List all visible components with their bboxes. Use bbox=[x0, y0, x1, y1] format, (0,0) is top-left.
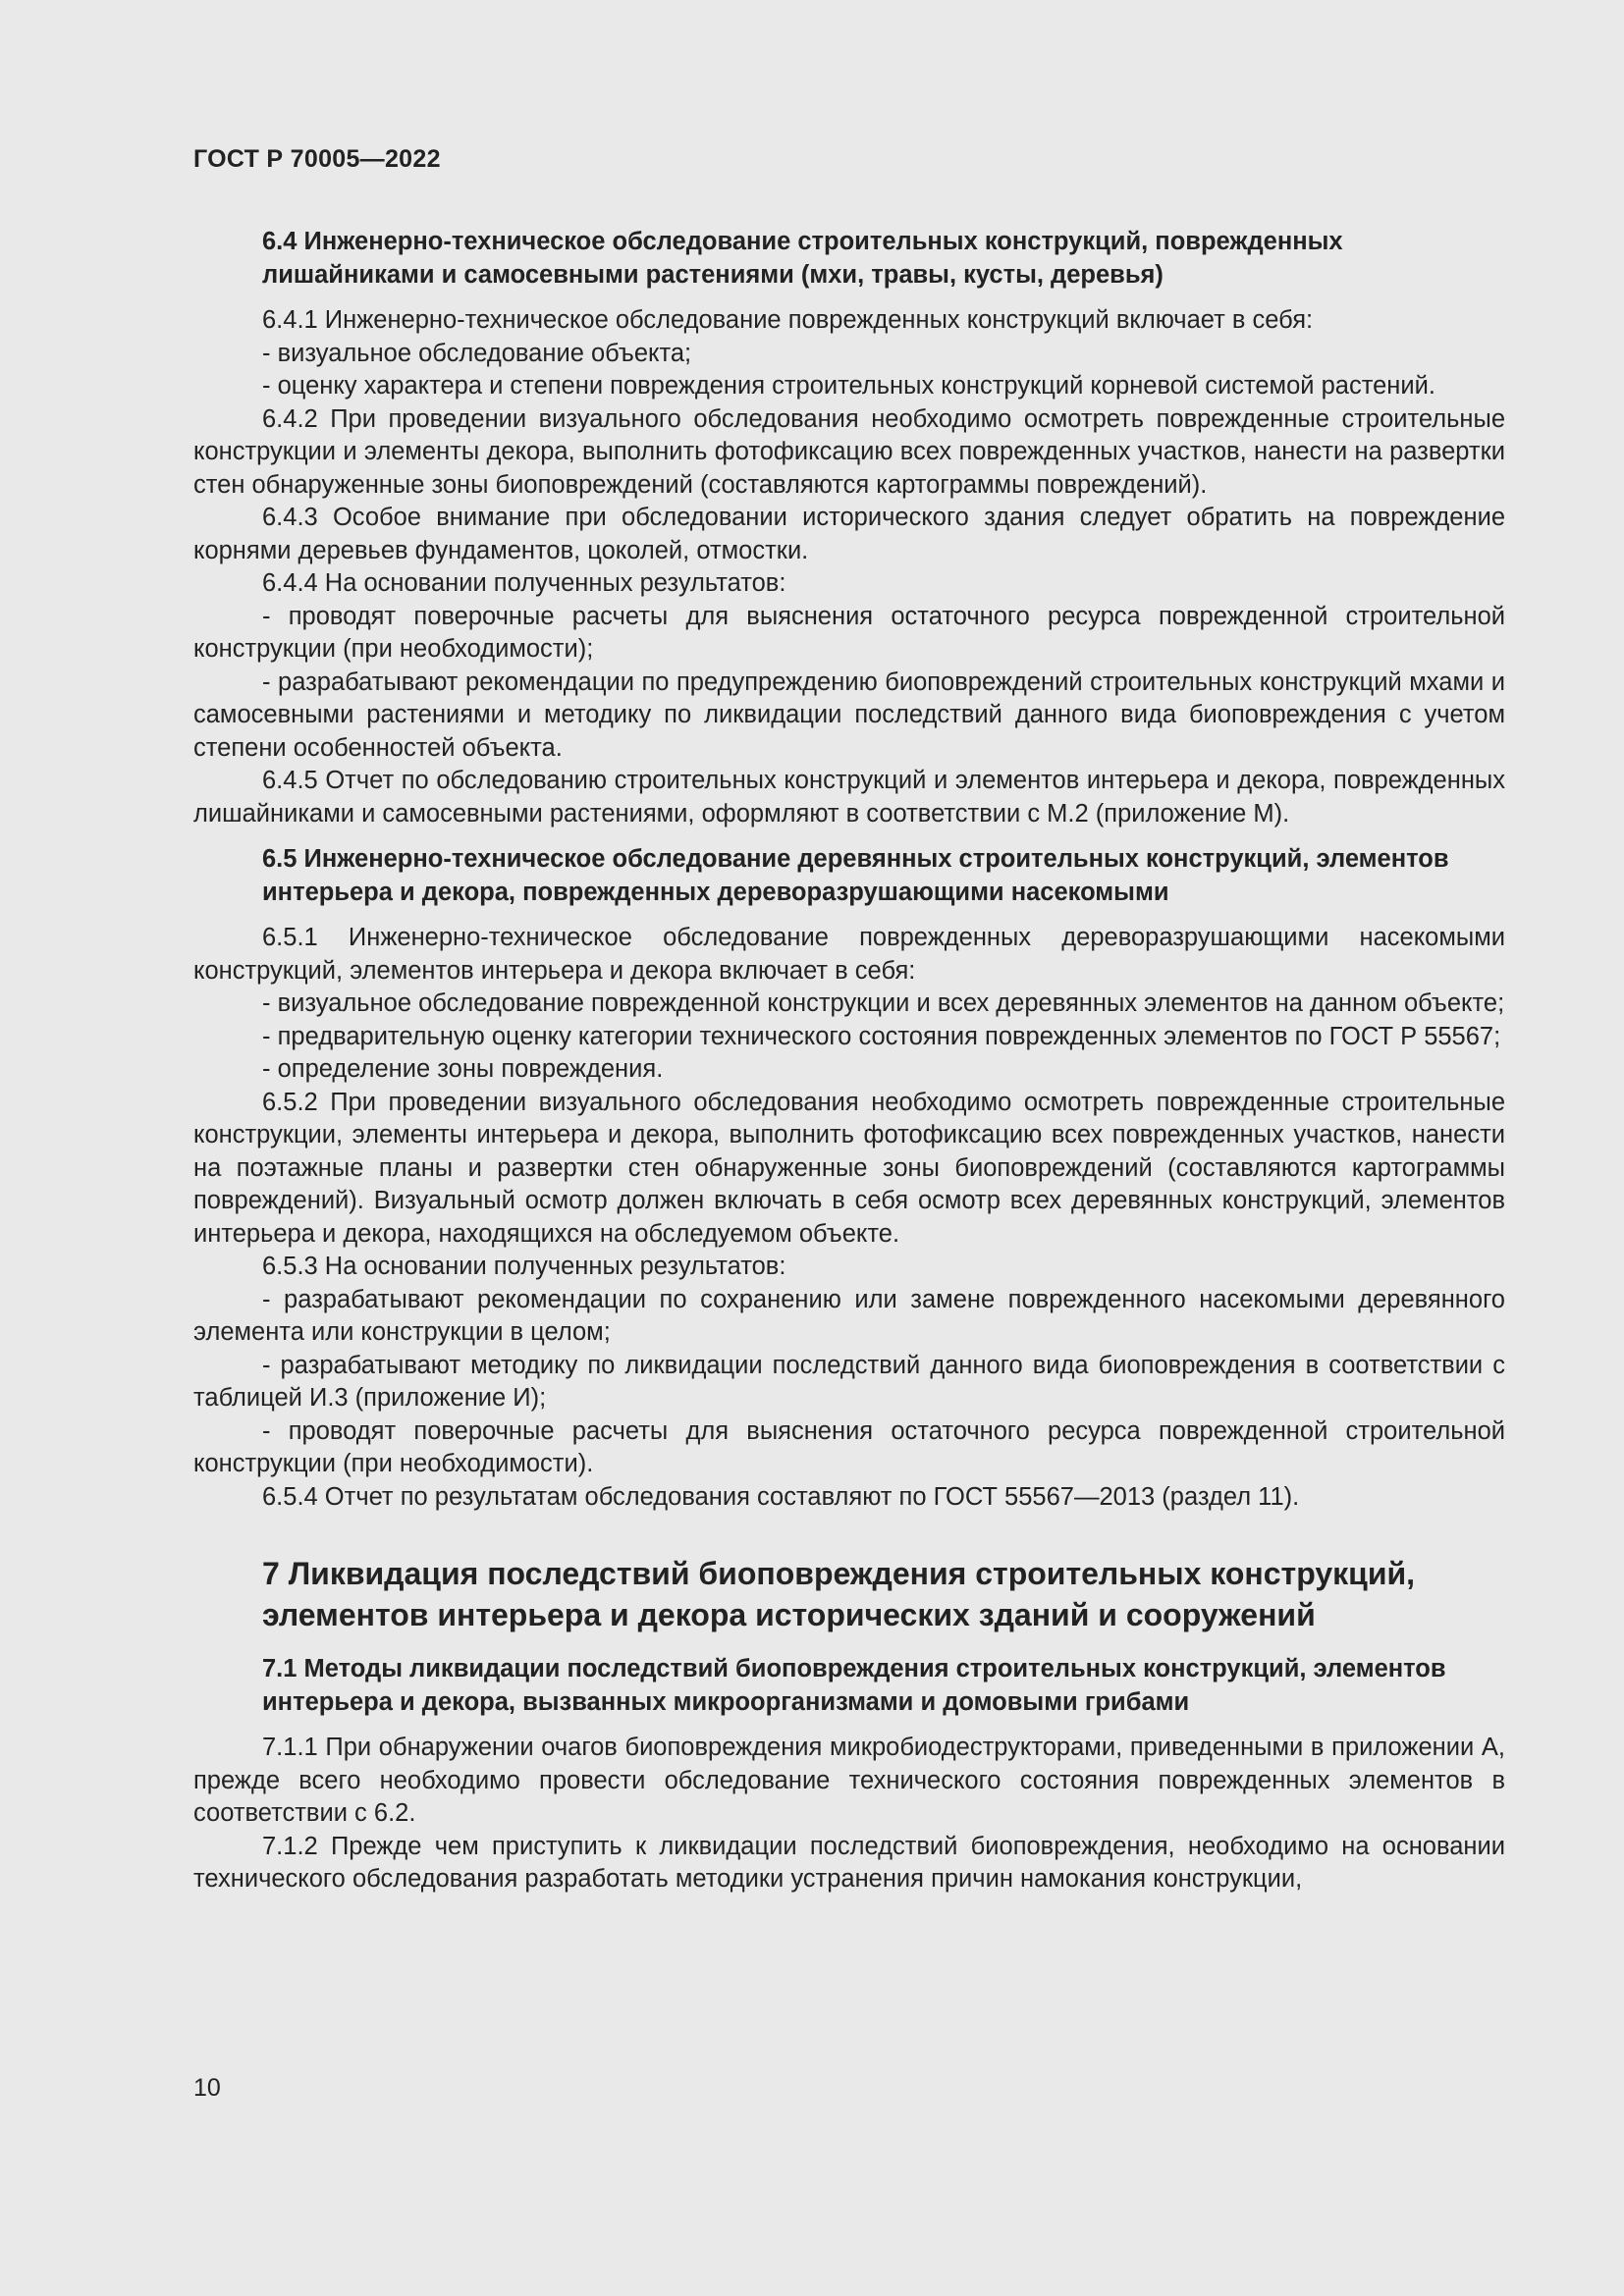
section-heading-6-4: 6.4 Инженерно-техническое обследование строительных конструкций, поврежденных лишайниками и самосевными растениями (мхи, травы, кусты, деревья) bbox=[262, 228, 1343, 289]
paragraph: 6.4.3 Особое внимание при обследовании исторического здания следует обратить на повреждение корнями деревьев фундаментов, цоколей, отмостки. bbox=[193, 504, 1505, 564]
paragraph: 7.1.1 При обнаружении очагов биоповреждения микробиодеструкторами, приведенными в приложении А, прежде всего необходимо провести обследование технического состояния поврежденных элементов в соответствии с 6.2. bbox=[193, 1734, 1505, 1827]
list-item: - оценку характера и степени повреждения строительных конструкций корневой системой растений. bbox=[262, 372, 1435, 400]
list-item: - визуальное обследование поврежденной конструкции и всех деревянных элементов на данном объекте; bbox=[262, 989, 1505, 1017]
chapter-heading-7: 7 Ликвидация последствий биоповреждения строительных конструкций, элементов интерьера и декора исторических зданий и сооружений bbox=[262, 1556, 1416, 1632]
section-heading-7-1: 7.1 Методы ликвидации последствий биоповреждения строительных конструкций, элементов интерьера и декора, вызванных микроорганизмами и домовыми грибами bbox=[262, 1655, 1446, 1716]
document-header: ГОСТ Р 70005—2022 bbox=[193, 145, 441, 173]
paragraph: 6.4.1 Инженерно-техническое обследование поврежденных конструкций включает в себя: bbox=[262, 306, 1314, 334]
paragraph: 6.5.2 При проведении визуального обследования необходимо осмотреть поврежденные строительные конструкции, элементы интерьера и декора, выполнить фотофиксацию всех поврежденных участков, нанести на поэтажные планы и развертки стен обнаруженные зоны биоповреждений (составляются картограммы повреждений). Визуальный осмотр должен включать в себя осмотр всех деревянных конструкций, элементов интерьера и декора, находящихся на обследуемом объекте. bbox=[193, 1088, 1505, 1248]
list-item: - проводят поверочные расчеты для выяснения остаточного ресурса поврежденной строительной конструкции (при необходимости). bbox=[193, 1416, 1505, 1477]
paragraph: 6.5.1 Инженерно-техническое обследование поврежденных дереворазрушающими насекомыми конструкций, элементов интерьера и декора включает в себя: bbox=[193, 924, 1505, 985]
list-item: - предварительную оценку категории технического состояния поврежденных элементов по ГОСТ Р 55567; bbox=[262, 1022, 1501, 1050]
list-item: - разрабатывают рекомендации по предупреждению биоповреждений строительных конструкций мхами и самосевными растениями и методику по ликвидации последствий данного вида биоповреждения с учетом степени особенностей объекта. bbox=[193, 667, 1505, 762]
list-item: - визуальное обследование объекта; bbox=[262, 339, 692, 367]
paragraph: 6.5.3 На основании полученных результатов: bbox=[262, 1253, 786, 1280]
paragraph: 6.4.2 При проведении визуального обследования необходимо осмотреть поврежденные строительные конструкции и элементы декора, выполнить фотофиксацию всех поврежденных участков, нанести на развертки стен обнаруженные зоны биоповреждений (составляются картограммы повреждений). bbox=[193, 404, 1505, 499]
document-body bbox=[193, 226, 1505, 1896]
list-item: - проводят поверочные расчеты для выяснения остаточного ресурса поврежденной строительной конструкции (при необходимости); bbox=[193, 602, 1505, 663]
list-item: - определение зоны повреждения. bbox=[262, 1055, 664, 1083]
paragraph: 7.1.2 Прежде чем приступить к ликвидации последствий биоповреждения, необходимо на основании технического обследования разработать методики устранения причин намокания конструкции, bbox=[193, 1832, 1505, 1893]
paragraph: 6.5.4 Отчет по результатам обследования составляют по ГОСТ 55567—2013 (раздел 11). bbox=[262, 1482, 1300, 1511]
list-item: - разрабатывают методику по ликвидации последствий данного вида биоповреждения в соответствии с таблицей И.3 (приложение И); bbox=[193, 1351, 1505, 1412]
list-item: - разрабатывают рекомендации по сохранению или замене поврежденного насекомыми деревянного элемента или конструкции в целом; bbox=[193, 1285, 1505, 1346]
page-number: 10 bbox=[193, 2074, 221, 2102]
paragraph: 6.4.5 Отчет по обследованию строительных конструкций и элементов интерьера и декора, поврежденных лишайниками и самосевными растениями, оформляют в соответствии с М.2 (приложение М). bbox=[193, 767, 1505, 828]
paragraph: 6.4.4 На основании полученных результатов: bbox=[262, 569, 786, 597]
section-heading-6-5: 6.5 Инженерно-техническое обследование деревянных строительных конструкций, элементов интерьера и декора, поврежденных дереворазрушающими насекомыми bbox=[262, 845, 1449, 906]
